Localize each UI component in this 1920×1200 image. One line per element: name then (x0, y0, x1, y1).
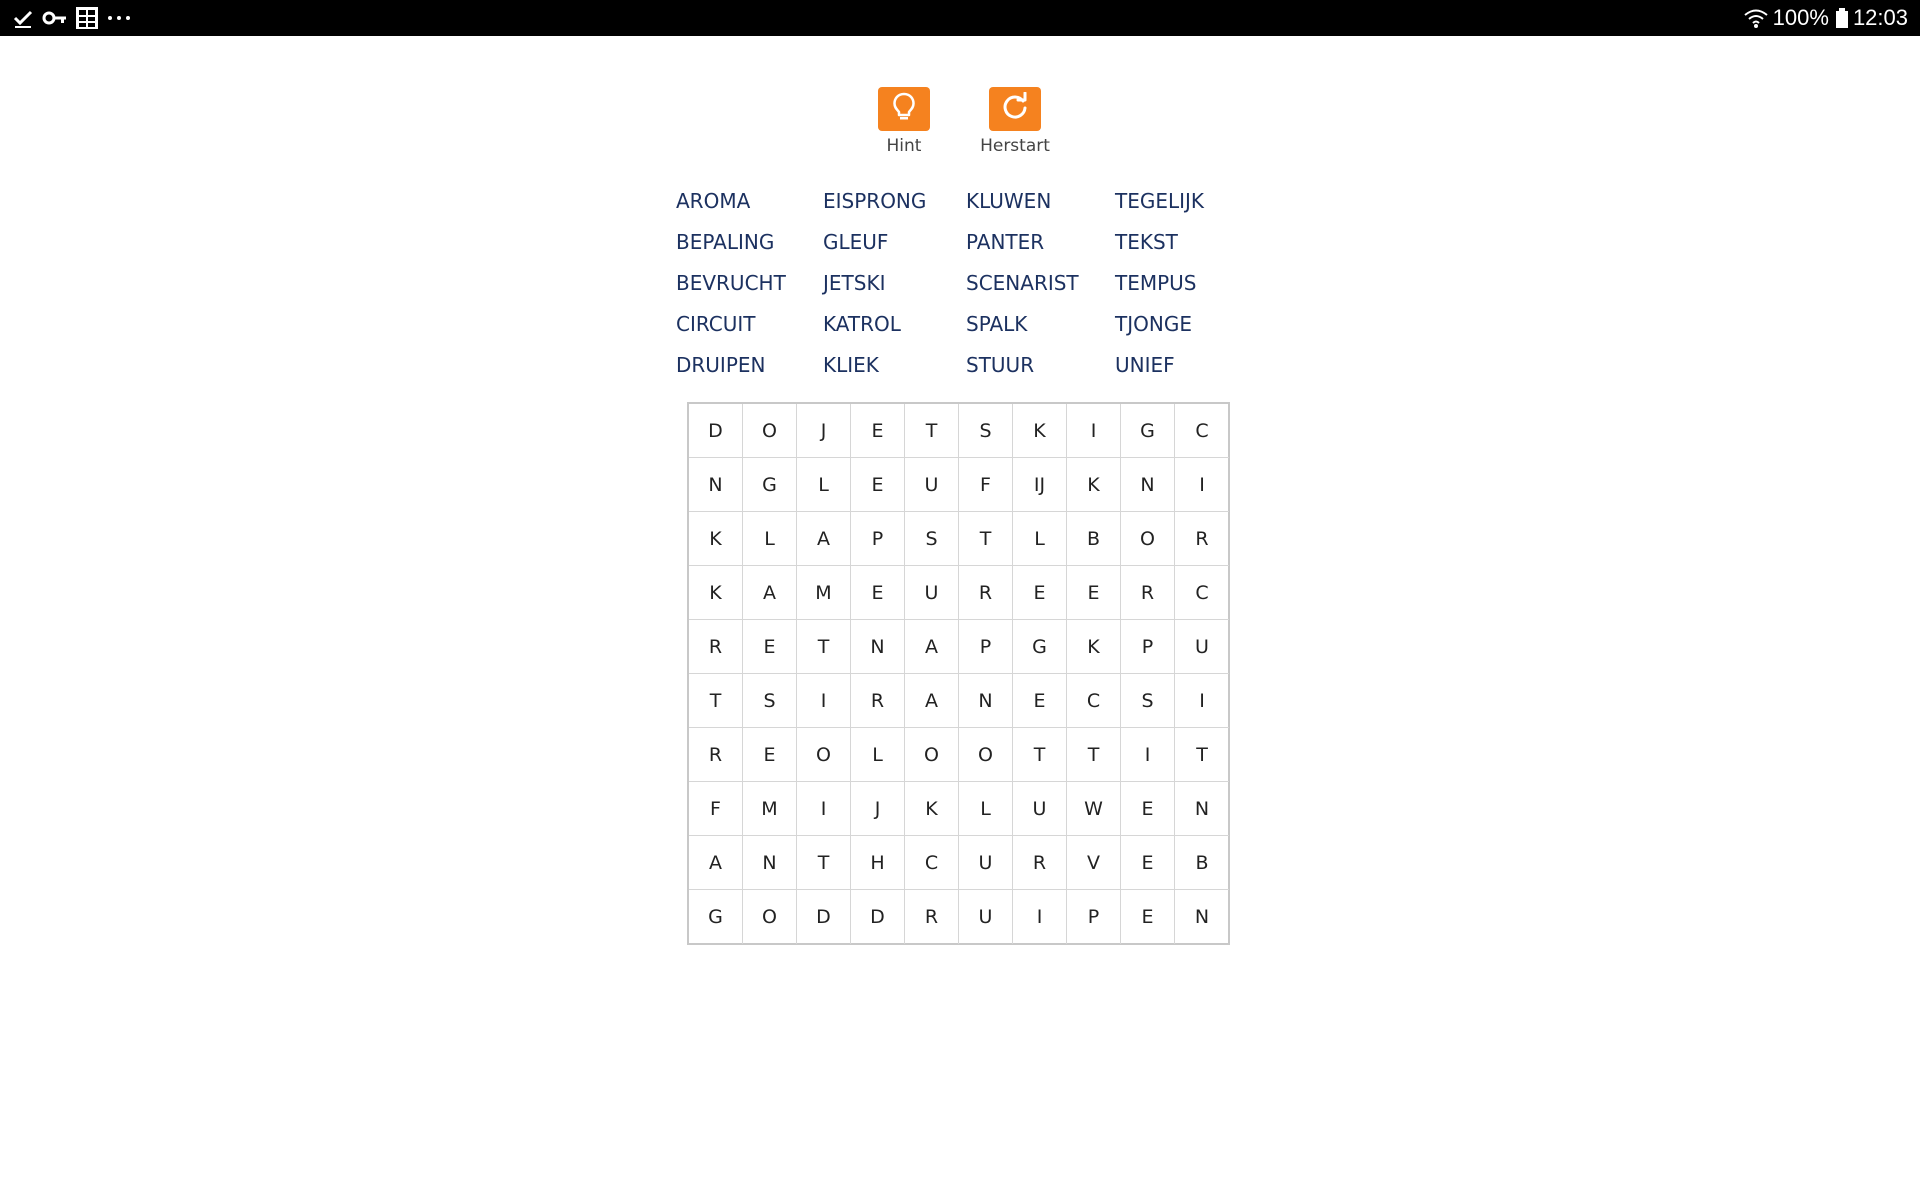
grid-cell[interactable]: J (797, 404, 851, 458)
grid-cell[interactable]: N (959, 674, 1013, 728)
hint-label: Hint (886, 136, 922, 156)
grid-cell[interactable]: S (1121, 674, 1175, 728)
grid-cell[interactable]: T (1067, 728, 1121, 782)
grid-cell[interactable]: E (1067, 566, 1121, 620)
grid-cell[interactable]: O (743, 404, 797, 458)
clock: 12:03 (1852, 5, 1908, 30)
grid-cell[interactable]: L (1013, 512, 1067, 566)
key-icon (42, 5, 68, 31)
grid-cell[interactable]: D (689, 404, 743, 458)
grid-cell[interactable]: P (1121, 620, 1175, 674)
word-list-item: BEVRUCHT (676, 271, 786, 295)
hint-button[interactable] (844, 87, 964, 157)
word-list-column (676, 186, 786, 391)
grid-cell[interactable]: T (797, 620, 851, 674)
grid-cell[interactable]: T (689, 674, 743, 728)
grid-cell[interactable]: U (959, 890, 1013, 944)
word-list-column (823, 186, 926, 391)
grid-cell[interactable]: O (1121, 512, 1175, 566)
grid-cell[interactable]: W (1067, 782, 1121, 836)
grid-cell[interactable]: B (1175, 836, 1229, 890)
grid-cell[interactable]: B (1067, 512, 1121, 566)
grid-cell[interactable]: S (743, 674, 797, 728)
grid-cell[interactable]: R (689, 620, 743, 674)
grid-cell[interactable]: A (689, 836, 743, 890)
word-list-item: UNIEF (1115, 353, 1175, 377)
word-list-item: BEPALING (676, 230, 775, 254)
grid-cell[interactable]: E (1121, 782, 1175, 836)
word-list-item: TJONGE (1115, 312, 1192, 336)
grid-cell[interactable]: H (851, 836, 905, 890)
grid-cell[interactable]: L (959, 782, 1013, 836)
grid-cell[interactable]: K (1013, 404, 1067, 458)
grid-cell[interactable]: A (743, 566, 797, 620)
grid-cell[interactable]: I (1013, 890, 1067, 944)
grid-cell[interactable]: R (689, 728, 743, 782)
grid-cell[interactable]: S (905, 512, 959, 566)
grid-cell[interactable]: G (689, 890, 743, 944)
word-list-item: STUUR (966, 353, 1035, 377)
grid-cell[interactable]: U (1175, 620, 1229, 674)
grid-cell[interactable]: K (689, 566, 743, 620)
letter-grid[interactable] (687, 402, 1230, 945)
grid-cell[interactable]: I (1175, 458, 1229, 512)
grid-cell[interactable]: G (743, 458, 797, 512)
grid-cell[interactable]: U (959, 836, 1013, 890)
grid-cell[interactable]: K (905, 782, 959, 836)
grid-cell[interactable]: E (743, 620, 797, 674)
checkmark-icon (10, 5, 36, 31)
hint-button-background[interactable] (878, 87, 930, 131)
restart-label: Herstart (980, 136, 1050, 156)
grid-cell[interactable]: R (905, 890, 959, 944)
grid-cell[interactable]: O (797, 728, 851, 782)
grid-cell[interactable]: IJ (1013, 458, 1067, 512)
status-bar-notification-icons (10, 0, 138, 36)
grid-cell[interactable]: J (851, 782, 905, 836)
word-list-item: GLEUF (823, 230, 889, 254)
grid-cell[interactable]: E (743, 728, 797, 782)
grid-cell[interactable]: K (1067, 458, 1121, 512)
word-list-item: AROMA (676, 189, 751, 213)
grid-cell[interactable]: O (905, 728, 959, 782)
grid-cell[interactable]: A (905, 674, 959, 728)
grid-cell[interactable]: C (1175, 404, 1229, 458)
grid-cell[interactable]: P (1067, 890, 1121, 944)
more-icon (106, 5, 132, 31)
grid-cell[interactable]: S (959, 404, 1013, 458)
grid-cell[interactable]: E (851, 404, 905, 458)
word-list-item: KATROL (823, 312, 901, 336)
grid-cell[interactable]: U (1013, 782, 1067, 836)
grid-cell[interactable]: O (743, 890, 797, 944)
grid-cell[interactable]: C (905, 836, 959, 890)
grid-cell[interactable]: E (1013, 566, 1067, 620)
grid-cell[interactable]: T (905, 404, 959, 458)
grid-cell[interactable]: I (797, 674, 851, 728)
grid-cell[interactable]: P (851, 512, 905, 566)
grid-cell[interactable]: E (851, 458, 905, 512)
word-list-item: KLUWEN (966, 189, 1052, 213)
grid-cell[interactable]: R (1013, 836, 1067, 890)
battery-icon (1835, 7, 1849, 29)
grid-cell[interactable]: D (851, 890, 905, 944)
grid-cell[interactable]: O (959, 728, 1013, 782)
grid-cell[interactable]: P (959, 620, 1013, 674)
word-list-item: JETSKI (823, 271, 886, 295)
word-list-item: DRUIPEN (676, 353, 766, 377)
grid-cell[interactable]: R (959, 566, 1013, 620)
grid-cell[interactable]: U (905, 458, 959, 512)
word-list-item: KLIEK (823, 353, 879, 377)
grid-cell[interactable]: N (1194, 906, 1210, 928)
grid-cell[interactable]: T (959, 512, 1013, 566)
grid-cell[interactable]: I (1121, 728, 1175, 782)
grid-cell[interactable]: K (1067, 620, 1121, 674)
grid-cell[interactable]: I (1067, 404, 1121, 458)
word-list-item: TEKST (1115, 230, 1178, 254)
lightbulb-icon (890, 91, 918, 127)
status-bar-system-info (1743, 0, 1908, 36)
word-list-item: SCENARIST (966, 271, 1079, 295)
grid-cell[interactable]: V (1067, 836, 1121, 890)
grid-cell[interactable]: F (689, 782, 743, 836)
grid-cell[interactable]: R (1121, 566, 1175, 620)
word-list-item: SPALK (966, 312, 1028, 336)
grid-cell[interactable]: I (797, 782, 851, 836)
wifi-icon (1743, 7, 1769, 29)
grid-cell[interactable]: G (1121, 404, 1175, 458)
grid-cell[interactable]: C (1067, 674, 1121, 728)
grid-cell[interactable]: F (959, 458, 1013, 512)
word-list-column (1115, 186, 1204, 391)
grid-cell[interactable]: T (1175, 728, 1229, 782)
grid-cell[interactable]: L (743, 512, 797, 566)
grid-cell[interactable]: M (797, 566, 851, 620)
grid-cell[interactable]: D (797, 890, 851, 944)
grid-cell[interactable]: E (851, 566, 905, 620)
grid-cell[interactable]: I (1175, 674, 1229, 728)
grid-cell[interactable]: N (743, 836, 797, 890)
word-list-item: PANTER (966, 230, 1045, 254)
grid-cell[interactable]: A (905, 620, 959, 674)
grid-cell[interactable]: R (851, 674, 905, 728)
word-list-item: TEGELIJK (1115, 189, 1205, 213)
grid-cell[interactable]: E (1013, 674, 1067, 728)
battery-percent: 100% (1772, 5, 1829, 30)
restart-icon (1000, 92, 1030, 126)
word-list-column (966, 186, 1079, 391)
grid-icon (74, 5, 100, 31)
grid-cell[interactable]: U (905, 566, 959, 620)
grid-cell[interactable]: M (743, 782, 797, 836)
word-list-item: TEMPUS (1115, 271, 1197, 295)
grid-cell[interactable]: A (797, 512, 851, 566)
grid-cell[interactable]: N (851, 620, 905, 674)
grid-cell[interactable]: E (1121, 890, 1175, 944)
word-list-item: EISPRONG (823, 189, 927, 213)
grid-cell[interactable]: N (1175, 782, 1229, 836)
grid-cell[interactable]: K (689, 512, 743, 566)
grid-cell[interactable]: N (1121, 458, 1175, 512)
grid-cell[interactable]: T (1013, 728, 1067, 782)
grid-cell[interactable]: T (797, 836, 851, 890)
word-list-item: CIRCUIT (676, 312, 756, 336)
grid-cell[interactable]: N (689, 458, 743, 512)
restart-button-background[interactable] (989, 87, 1041, 131)
grid-cell[interactable]: R (1175, 512, 1229, 566)
restart-button[interactable] (955, 87, 1075, 157)
grid-cell[interactable]: L (797, 458, 851, 512)
grid-cell[interactable]: C (1175, 566, 1229, 620)
grid-cell[interactable]: L (851, 728, 905, 782)
grid-cell[interactable]: E (1121, 836, 1175, 890)
status-bar (0, 0, 1920, 36)
grid-cell[interactable]: G (1013, 620, 1067, 674)
